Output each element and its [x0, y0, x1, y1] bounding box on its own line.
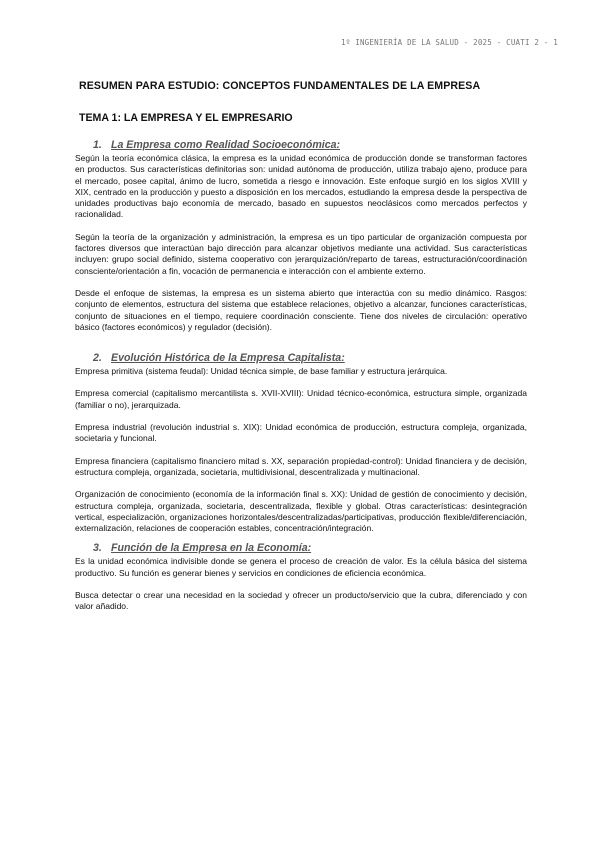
section-1-paragraph: Según la teoría de la organización y administración, la empresa es un tipo particular de organización compuesta por factores diversos que interactúan bajo dirección para alcanzar objetivos mediante una actividad. Sus características incluyen: grupo social definido, sistema cooperativo con jerarquización/reparto de tareas, estructuración/coordinación consciente/orientación a fin, vocación de permanencia e interacción con el ambiente externo.	[75, 231, 527, 276]
section-2-heading	[93, 352, 527, 364]
document-content	[75, 80, 527, 613]
section-2-paragraph: Empresa primitiva (sistema feudal): Unidad técnica simple, de base familiar y estructura jerárquica.	[75, 366, 448, 377]
tema-title: TEMA 1: LA EMPRESA Y EL EMPRESARIO	[79, 112, 293, 124]
section-3-title: Función de la Empresa en la Economía:	[111, 542, 312, 555]
section-2-paragraph: Empresa industrial (revolución industrial s. XIX): Unidad económica de producción, estructura compleja, organizada, societaria y funcional.	[75, 422, 527, 444]
section-1-title: La Empresa como Realidad Socioeconómica:	[111, 139, 341, 151]
section-3-number: 3.	[93, 542, 102, 555]
section-3-heading	[93, 542, 527, 554]
document-title: RESUMEN PARA ESTUDIO: CONCEPTOS FUNDAMENTALES DE LA EMPRESA	[79, 80, 481, 92]
section-1-heading	[93, 139, 527, 151]
section-2-paragraph: Organización de conocimiento (economía de la información final s. XX): Unidad de gestión de conocimiento y decisión, estructura compleja, organizada, societaria, descentralizada, flexible y global. Otras características: desintegración vertical, especialización, organizaciones horizontales/descentralizadas/participativas, producción flexible/diferenciación, externalización, relaciones de cooperación estables, concentración/integración.	[75, 489, 527, 534]
section-2-paragraph: Empresa comercial (capitalismo mercantilista s. XVII-XVIII): Unidad técnico-económica, estructura simple, organizada (familiar o no), jerarquizada.	[75, 388, 527, 410]
section-1-paragraph: Según la teoría económica clásica, la empresa es la unidad económica de producción donde se transforman factores en productos. Sus características definitorias son: unidad autónoma de producción, utiliza trabajo ajeno, produce para el mercado, posee capital, ánimo de lucro, sometida a riesgo e innovación. Este enfoque surgió en los siglos XVIII y XIX, centrado en la producción y puesto a disposición en los mercados, estudiando la empresa desde la perspectiva de unidades productivas bajo economía de mercado, basado en supuestos neoclásicos como mercados perfectos y racionalidad.	[75, 153, 527, 220]
section-3-paragraph: Busca detectar o crear una necesidad en la sociedad y ofrecer un producto/servicio que la cubra, diferenciado y con valor añadido.	[75, 590, 527, 612]
section-1-number: 1.	[93, 139, 102, 151]
section-2-number: 2.	[93, 352, 102, 365]
section-2-paragraph: Empresa financiera (capitalismo financiero mitad s. XX, separación propiedad-control): Unidad financiera y de decisión, estructura compleja, organizada, societaria, multidivisional, descentralizada y multinacional.	[75, 455, 527, 477]
section-3-paragraph: Es la unidad económica indivisible donde se genera el proceso de creación de valor. Es la célula básica del sistema productivo. Su función es generar bienes y servicios en condiciones de eficiencia económica.	[75, 556, 527, 578]
page-header-note: 1º INGENIERÍA DE LA SALUD - 2025 - CUATI 2 - 1	[341, 38, 558, 47]
section-1-paragraph: Desde el enfoque de sistemas, la empresa es un sistema abierto que interactúa con su medio dinámico. Rasgos: conjunto de elementos, estructura del sistema que establece relaciones, objetivo a alcanzar, funciones características, conjunto de situaciones en el tiempo, requiere coordinación consciente. Tiene dos niveles de circulación: operativo básico (factores económicos) y regulador (decisión).	[75, 287, 527, 332]
section-2-title: Evolución Histórica de la Empresa Capitalista:	[111, 352, 345, 365]
